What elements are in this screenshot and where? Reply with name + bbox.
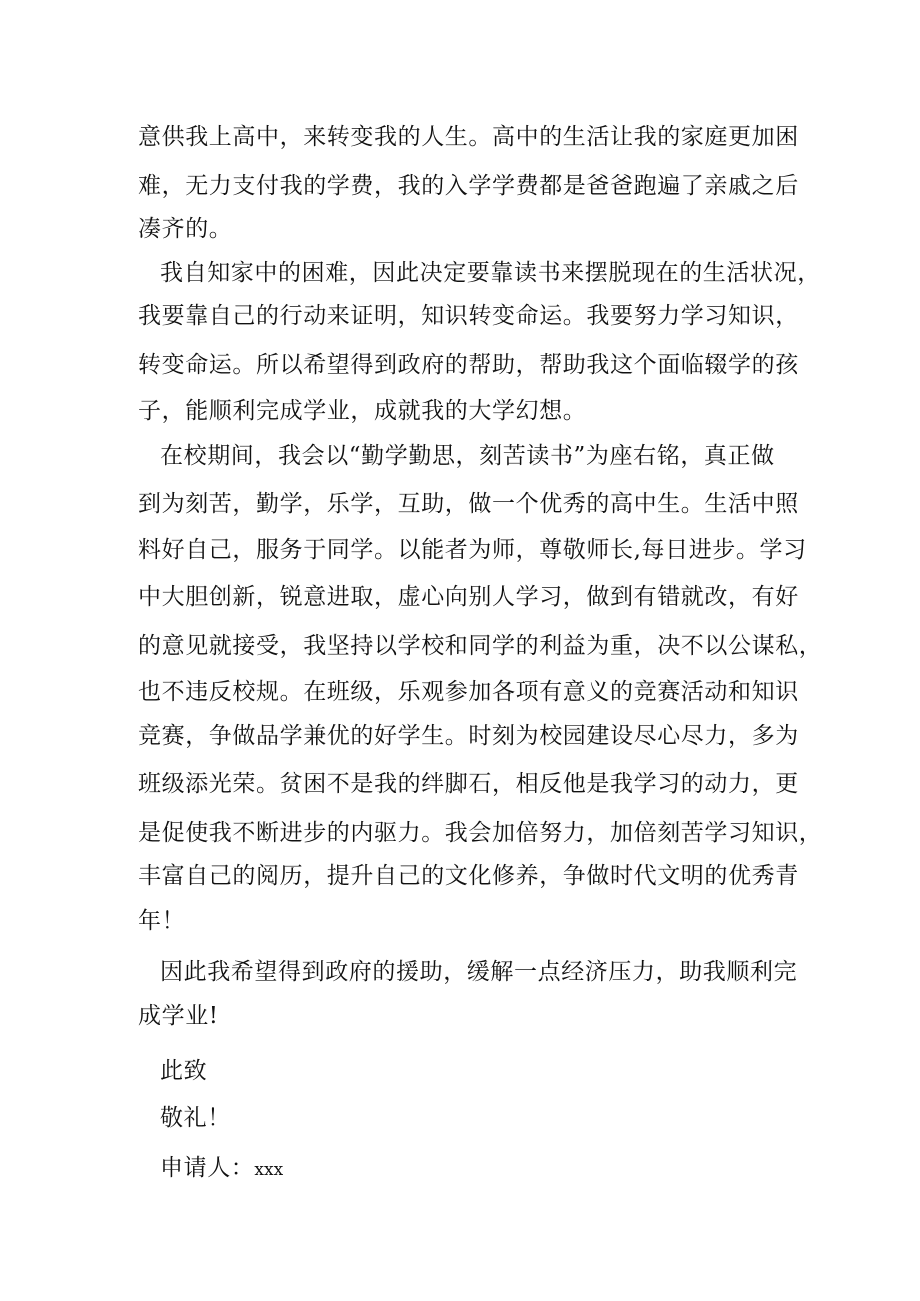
paragraph-3-line-7: 竞赛，争做品学兼优的好学生。时刻为校园建设尽心尽力，多为	[138, 723, 799, 749]
paragraph-3-line-11: 年！	[138, 908, 186, 934]
paragraph-2-line-1: 我自知家中的困难，因此决定要靠读书来摆脱现在的生活状况，	[160, 260, 821, 286]
paragraph-3-line-5: 的意见就接受，我坚持以学校和同学的利益为重，决不以公谋私，	[138, 633, 823, 659]
salutation: 此致	[160, 1058, 208, 1084]
paragraph-3-line-9: 是促使我不断进步的内驱力。我会加倍努力，加倍刻苦学习知识，	[138, 820, 823, 846]
paragraph-3-line-2: 到为刻苦，勤学，乐学，互助，做一个优秀的高中生。生活中照	[138, 491, 799, 517]
paragraph-3-line-10: 丰富自己的阅历，提升自己的文化修养，争做时代文明的优秀青	[138, 863, 799, 889]
applicant-name: xxx	[254, 1160, 284, 1180]
regards: 敬礼！	[160, 1105, 231, 1131]
paragraph-3-line-8: 班级添光荣。贫困不是我的绊脚石，相反他是我学习的动力，更	[138, 771, 799, 797]
paragraph-3-line-1: 在校期间，我会以“勤学勤思，刻苦读书”为座右铭，真正做	[160, 443, 775, 469]
paragraph-1-line-2: 难，无力支付我的学费，我的入学学费都是爸爸跑遍了亲戚之后	[138, 173, 799, 199]
paragraph-4-line-1: 因此我希望得到政府的援助，缓解一点经济压力，助我顺利完	[160, 959, 798, 985]
paragraph-2-line-2: 我要靠自己的行动来证明，知识转变命运。我要努力学习知识，	[138, 303, 799, 329]
paragraph-1-line-1: 意供我上高中，来转变我的人生。高中的生活让我的家庭更加困	[138, 124, 799, 150]
paragraph-3-line-6: 也不违反校规。在班级，乐观参加各项有意义的竞赛活动和知识	[138, 679, 799, 705]
paragraph-3-line-4: 中大胆创新，锐意进取，虚心向别人学习，做到有错就改，有好	[138, 584, 799, 610]
paragraph-2-line-3: 转变命运。所以希望得到政府的帮助，帮助我这个面临辍学的孩	[138, 352, 799, 378]
paragraph-2-line-4: 子，能顺利完成学业，成就我的大学幻想。	[138, 398, 587, 424]
paragraph-1-line-3: 凑齐的。	[138, 216, 233, 242]
applicant-line	[160, 1153, 820, 1185]
paragraph-4-line-2: 成学业!	[138, 1003, 219, 1029]
applicant-label: 申请人：	[160, 1155, 255, 1181]
paragraph-3-line-3: 料好自己，服务于同学。以能者为师，尊敬师长,每日进步。学习	[138, 537, 807, 563]
